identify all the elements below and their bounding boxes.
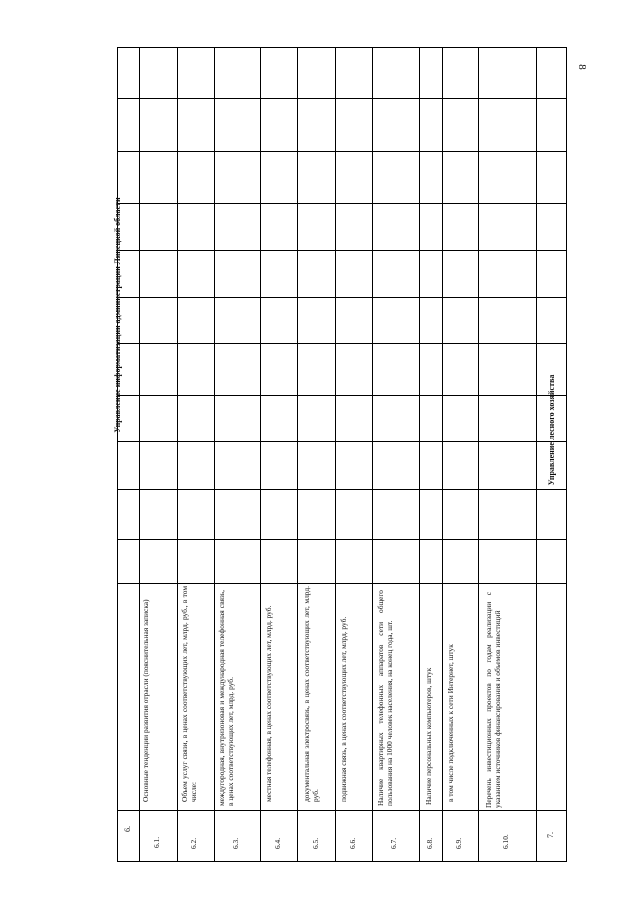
- row-divider: [260, 47, 261, 862]
- column-divider: [117, 203, 567, 204]
- row-divider: [372, 47, 373, 862]
- row-text-6-4: местная телефонная, в ценах соответствующих лет, млрд. руб.: [264, 605, 273, 802]
- row-number-6-8: 6.8.: [425, 837, 434, 849]
- column-divider: [117, 395, 567, 396]
- row-number-6-10: 6.10.: [501, 834, 510, 849]
- row-divider: [419, 47, 420, 862]
- column-divider: [117, 441, 567, 442]
- row-text-6-1: Основные тенденции развития отрасли (пояснительная записка): [141, 599, 150, 802]
- section-heading-informatization: Управление информатизации администрации Липецкой области: [113, 197, 122, 433]
- column-divider: [117, 583, 567, 584]
- row-text-6-8: Наличие персональных компьютеров, штук: [424, 667, 433, 805]
- row-number-6-7: 6.7.: [389, 837, 398, 849]
- section-heading-forestry: Управление лесного хозяйства: [547, 374, 556, 486]
- table-border-top: [117, 47, 567, 48]
- row-divider: [335, 47, 336, 862]
- column-divider: [117, 151, 567, 152]
- row-number-6-4: 6.4.: [273, 837, 282, 849]
- column-divider: [117, 250, 567, 251]
- row-text-6-6: подвижная связь, в ценах соответствующих лет, млрд. руб.: [339, 616, 348, 802]
- column-divider: [117, 489, 567, 490]
- row-number-6: 6.: [123, 826, 132, 832]
- table-border-right: [566, 47, 567, 862]
- row-number-7: 7.: [546, 832, 555, 838]
- row-number-6-2: 6.2.: [189, 837, 198, 849]
- row-text-6-2: Объем услуг связи, в ценах соответствующих лет, млрд. руб., в том числе:: [180, 586, 198, 802]
- row-divider: [442, 47, 443, 862]
- column-divider: [117, 297, 567, 298]
- row-text-6-5: документальная электросвязь, в ценах соответствующих лет, млрд. руб.: [302, 586, 320, 802]
- column-divider: [117, 539, 567, 540]
- column-divider: [117, 810, 567, 811]
- row-text-6-3: междугородная, внутризоновая и международная телефонная связь, в ценах соответствующих лет, млрд. руб.: [217, 590, 235, 806]
- row-divider: [297, 47, 298, 862]
- table-border-bottom: [117, 861, 567, 862]
- row-divider: [139, 47, 140, 862]
- row-number-6-1: 6.1.: [152, 836, 161, 848]
- row-text-6-10: Перечень инвестиционных проектов по годам реализации с указанием источников финансирования и объемов инвестиций: [484, 592, 502, 808]
- row-number-6-9: 6.9.: [454, 837, 463, 849]
- column-divider: [117, 98, 567, 99]
- row-text-6-7: Наличие квартирных телефонных аппаратов сети общего пользования на 1000 человек населения, на конец года, шт.: [376, 590, 394, 806]
- row-divider: [177, 47, 178, 862]
- row-number-6-5: 6.5.: [311, 837, 320, 849]
- column-divider: [117, 343, 567, 344]
- row-divider: [478, 47, 479, 862]
- row-number-6-6: 6.6.: [348, 837, 357, 849]
- row-text-6-9: в том числе подключенных к сети Интернет, штук: [446, 644, 455, 802]
- row-number-6-3: 6.3.: [231, 837, 240, 849]
- page-number: 8: [576, 64, 588, 70]
- row-divider: [536, 47, 537, 862]
- row-divider: [214, 47, 215, 862]
